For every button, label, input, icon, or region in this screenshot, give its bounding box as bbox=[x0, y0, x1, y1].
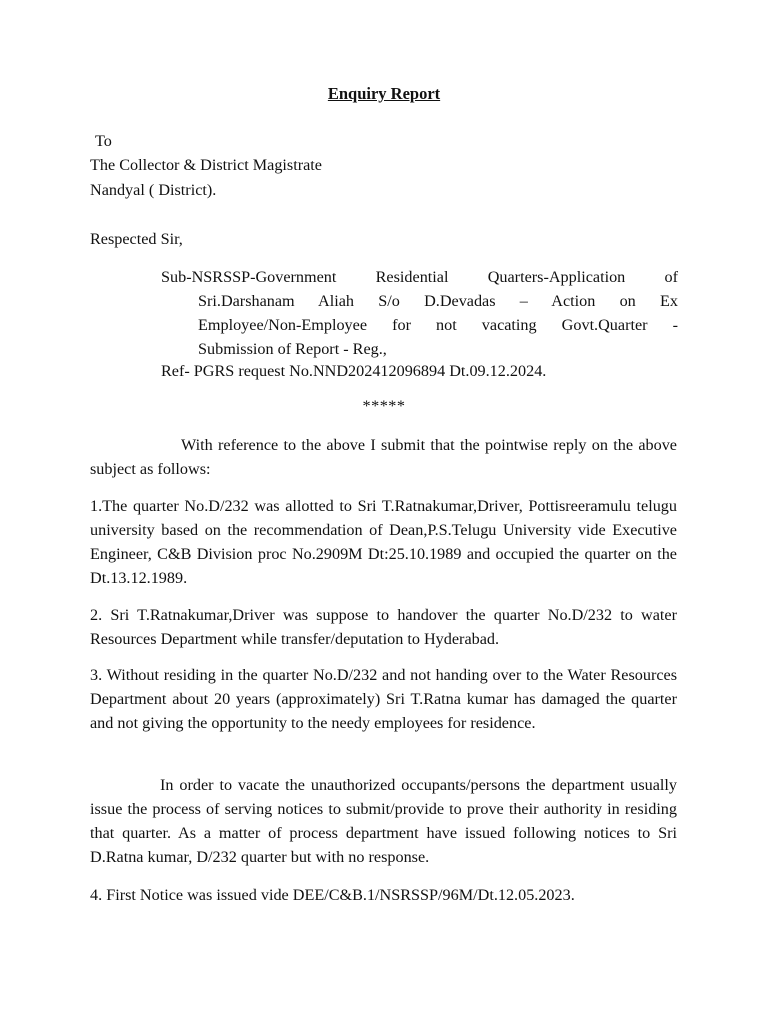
process-paragraph: In order to vacate the unauthorized occupants/persons the department usually issue the process of serving notices to submit/provide to prove their authority in residing that quarter. As a matter of process department have issued following notices to Sri D.Ratna kumar, D/232 quarter but with no response. bbox=[90, 776, 677, 866]
to-label: To bbox=[95, 132, 112, 150]
addressee-line-1: The Collector & District Magistrate bbox=[90, 156, 322, 174]
subject-line-4: Submission of Report - Reg., bbox=[198, 340, 387, 358]
addressee-line-2: Nandyal ( District). bbox=[90, 181, 217, 199]
document-title: Enquiry Report bbox=[327, 84, 441, 103]
point-2-paragraph: 2. Sri T.Ratnakumar,Driver was suppose to handover the quarter No.D/232 to water Resources Department while transfer/deputation to Hyderabad. bbox=[90, 606, 677, 648]
salutation: Respected Sir, bbox=[90, 230, 183, 248]
subject-line-1: Sub-NSRSSP-Government Residential Quarters-Application of bbox=[161, 268, 678, 286]
point-1-paragraph: 1.The quarter No.D/232 was allotted to Sri T.Ratnakumar,Driver, Pottisreeramulu telugu university based on the recommendation of Dean,P.S.Telugu University vide Executive Engineer, C&B Division proc No.2909M Dt:25.10.1989 and occupied the quarter on the Dt.13.12.1989. bbox=[90, 497, 677, 587]
intro-paragraph: With reference to the above I submit that the pointwise reply on the above subject as follows: bbox=[90, 436, 677, 478]
subject-line-2: Sri.Darshanam Aliah S/o D.Devadas – Action on Ex bbox=[198, 292, 678, 310]
separator: ***** bbox=[362, 397, 406, 415]
subject-line-3: Employee/Non-Employee for not vacating Govt.Quarter - bbox=[198, 316, 678, 334]
reference-line: Ref- PGRS request No.NND202412096894 Dt.09.12.2024. bbox=[161, 362, 547, 380]
point-4-paragraph: 4. First Notice was issued vide DEE/C&B.1/NSRSSP/96M/Dt.12.05.2023. bbox=[90, 886, 575, 904]
subject-block bbox=[161, 265, 678, 361]
point-3-paragraph: 3. Without residing in the quarter No.D/232 and not handing over to the Water Resources Department about 20 years (approximately) Sri T.Ratna kumar has damaged the quarter and not giving the opportunity to the needy employees for residence. bbox=[90, 666, 677, 732]
